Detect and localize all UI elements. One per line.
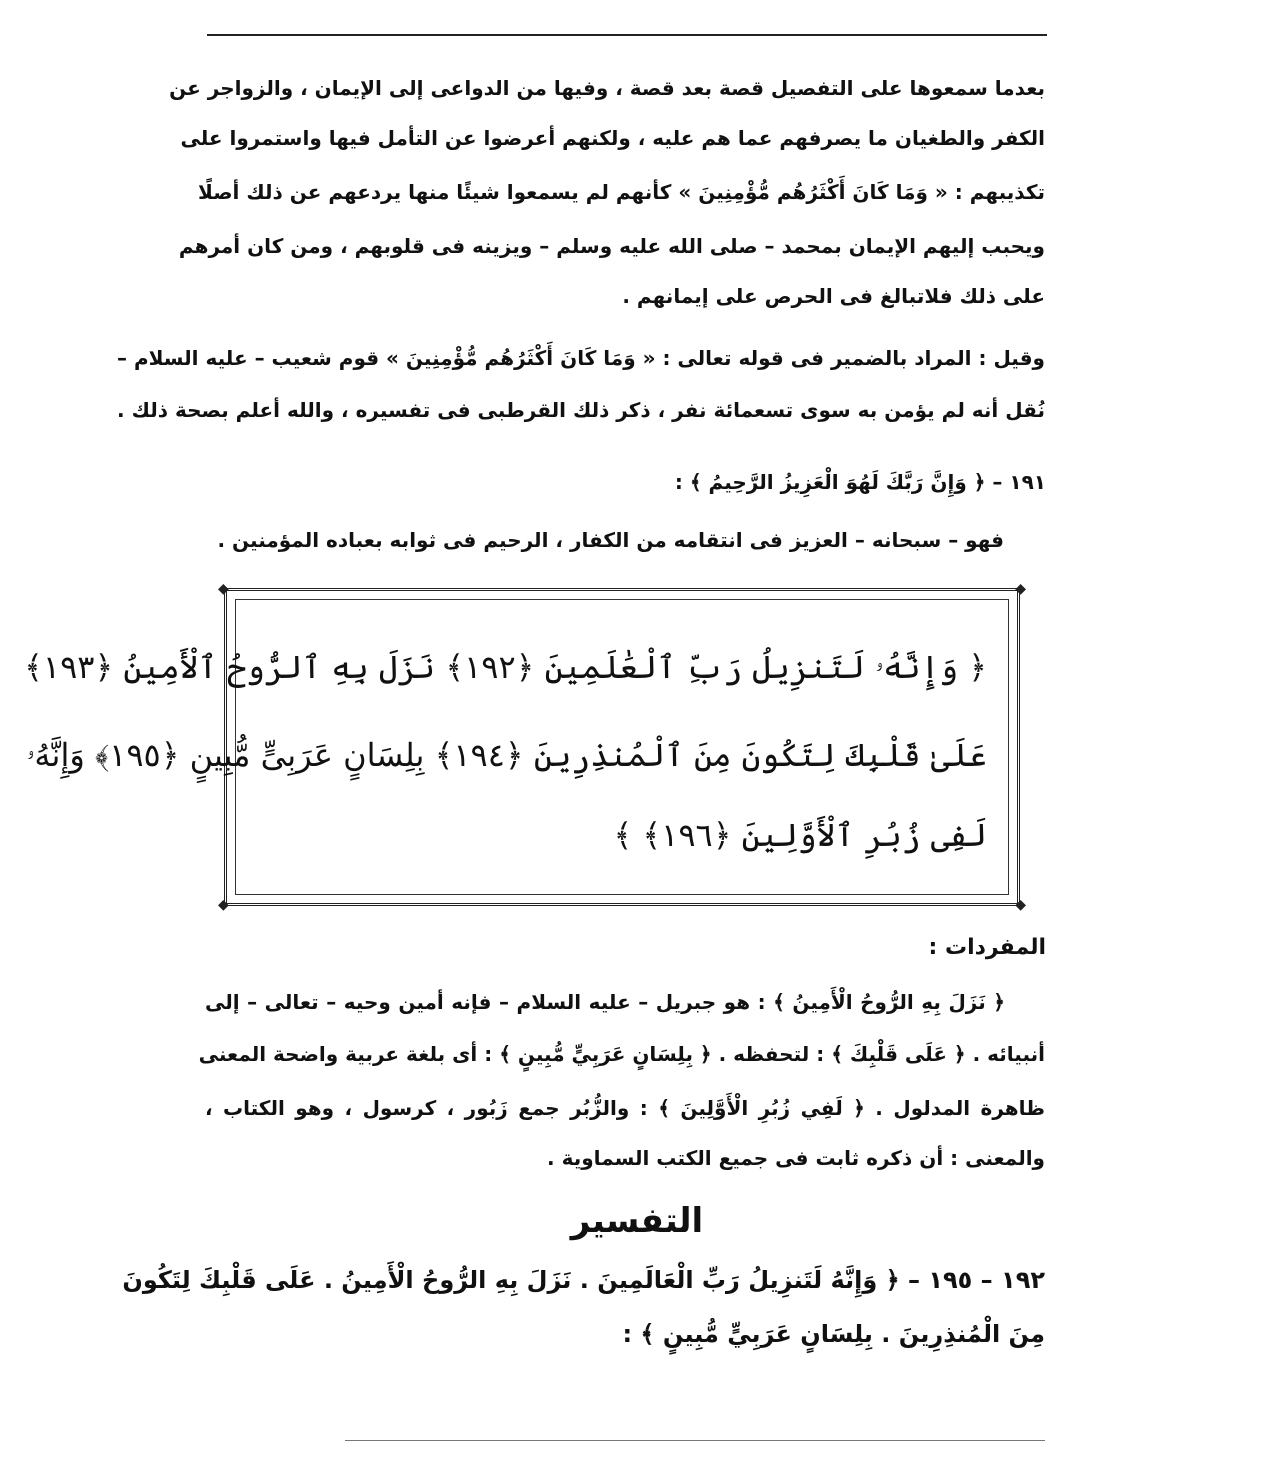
corner-ornament-icon: ◆ <box>1015 581 1026 597</box>
text-line: ويحبب إليهم الإيمان بمحمد – صلى الله عليه وسلم – ويزينه فى قلوبهم ، ومن كان أمرهم <box>178 234 1045 258</box>
top-rule <box>207 34 1047 36</box>
quran-line: عَلَىٰ قَلْبِكَ لِتَكُونَ مِنَ ٱلْمُنذِرِينَ ﴿١٩٤﴾ بِلِسَانٍ عَرَبِىٍّ مُّبِينٍ ﴿١٩٥﴾ وَإِنَّهُۥ <box>26 736 987 774</box>
text-line: الكفر والطغيان ما يصرفهم عما هم عليه ، ولكنهم أعرضوا عن التأمل فيها واستمروا على <box>180 126 1045 150</box>
corner-ornament-icon: ◆ <box>218 581 229 597</box>
text-line: تكذيبهم : « وَمَا كَانَ أَكْثَرُهُم مُّؤْمِنِينَ » كأنهم لم يسمعوا شيئًا منها يردعهم عن ذلك أصلًا <box>198 180 1045 204</box>
mufradat-line: والمعنى : أن ذكره ثابت فى جميع الكتب السماوية . <box>547 1146 1045 1170</box>
mufradat-line: ﴿ نَزَلَ بِهِ الرُّوحُ الْأَمِينُ ﴾ : هو جبريل – عليه السلام – فإنه أمين وحيه – تعالى – إلى <box>205 990 1005 1014</box>
mufradat-line: ظاهرة المدلول . ﴿ لَفِي زُبُرِ الْأَوَّلِينَ ﴾ : والزُّبُر جمع زَبُور ، كرسول ، وهو الكتاب ، <box>205 1096 1045 1120</box>
tafsir-line: مِنَ الْمُنذِرِينَ . بِلِسَانٍ عَرَبِيٍّ مُّبِينٍ ﴾ : <box>622 1320 1045 1348</box>
verse-191-explanation: فهو – سبحانه – العزيز فى انتقامه من الكفار ، الرحيم فى ثوابه بعباده المؤمنين . <box>217 528 1004 552</box>
text-line: بعدما سمعوها على التفصيل قصة بعد قصة ، وفيها من الدواعى إلى الإيمان ، والزواجر عن <box>169 76 1045 100</box>
tafsir-heading: التفسير <box>570 1201 704 1241</box>
mufradat-line: أنبيائه . ﴿ عَلَى قَلْبِكَ ﴾ : لتحفظه . ﴿ بِلِسَانٍ عَرَبِيٍّ مُّبِينٍ ﴾ : أى بلغة عربية واضحة المعنى <box>198 1042 1045 1066</box>
verse-191-heading: ١٩١ – ﴿ وَإِنَّ رَبَّكَ لَهُوَ الْعَزِيزُ الرَّحِيمُ ﴾ : <box>674 470 1046 494</box>
quran-line: لَفِى زُبُرِ ٱلْأَوَّلِينَ ﴿١٩٦﴾ ﴾ <box>613 816 987 854</box>
tafsir-line: ١٩٢ – ١٩٥ – ﴿ وَإِنَّهُ لَتَنزِيلُ رَبِّ الْعَالَمِينَ . نَزَلَ بِهِ الرُّوحُ الْأَمِينُ . عَلَى قَلْبِكَ لِتَكُونَ <box>122 1266 1045 1294</box>
mufradat-heading: المفردات : <box>928 935 1046 960</box>
corner-ornament-icon: ◆ <box>218 897 229 913</box>
text-line: على ذلك فلاتبالغ فى الحرص على إيمانهم . <box>622 284 1045 308</box>
bottom-rule <box>345 1440 1045 1441</box>
quran-line: ﴿ وَإِنَّهُۥ لَتَنزِيلُ رَبِّ ٱلْعَٰلَمِينَ ﴿١٩٢﴾ نَزَلَ بِهِ ٱلرُّوحُ ٱلْأَمِينُ ﴿١٩٣﴾ <box>24 648 987 686</box>
corner-ornament-icon: ◆ <box>1015 897 1026 913</box>
quran-verse-box <box>24 581 1026 913</box>
text-line: وقيل : المراد بالضمير فى قوله تعالى : « وَمَا كَانَ أَكْثَرُهُم مُّؤْمِنِينَ » قوم شعيب – عليه السلام – <box>117 346 1045 370</box>
text-line: نُقل أنه لم يؤمن به سوى تسعمائة نفر ، ذكر ذلك القرطبى فى تفسيره ، والله أعلم بصحة ذلك . <box>117 398 1045 422</box>
